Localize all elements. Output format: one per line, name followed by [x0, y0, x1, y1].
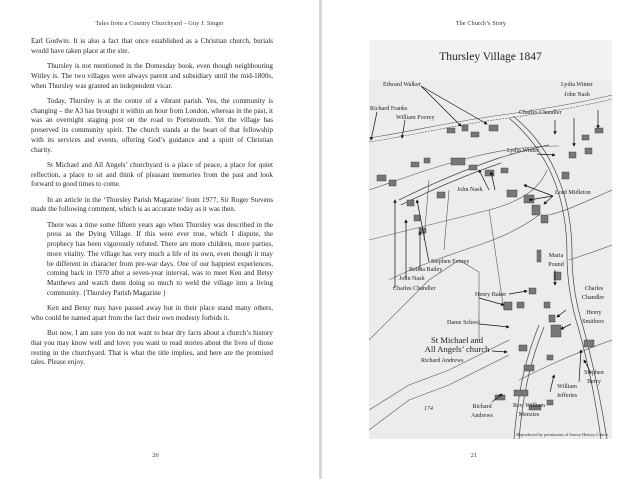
map-label: Menzies [518, 412, 540, 418]
map-label: Berry [587, 379, 601, 385]
map-label: William [557, 384, 577, 390]
map-label: Richard [472, 404, 492, 410]
map-label: Henry Baker [475, 292, 507, 298]
map-label: Richard Franks [370, 106, 408, 112]
map-label: Chandler [581, 295, 605, 301]
quote-text: There was a time some fifteen years ago when Thursley was described in the press as the Dying Village. If this were ever true, which I dispute, the prophecy has been vigorously refuted. There are more children, more parties, more vitality. The village has very much a life of its own, even though it may be different in character from pre-war days. One of our happiest experiences, coming back in 1970 after a seven-year interval, was to meet Ken and Betsy Matthews and watch them doing so much to weld the village into a living community. {Thursley Parish Magazine } [47, 220, 273, 297]
running-head-right: The Church’s Story [455, 20, 507, 27]
left-page [0, 0, 319, 479]
page-number-left: 20 [152, 452, 159, 459]
map-label: Stephen Foorey [431, 259, 470, 265]
left-page-body [31, 37, 273, 374]
map-label: Pound [548, 262, 564, 268]
paragraph: Today, Thursley is at the centre of a vibrant parish. Yes, the community is changing – the A3 has brought it within an hour from London, whereas in the past, it was an overnight staging post on the road to Portsmouth. Yet the village has preserved its community spirit. The church stands at the heart of that fellowship with its services and events, offering God’s guidance and a spirit of Christian charity. [31, 96, 273, 154]
map-label: Andrews [470, 413, 493, 419]
map-label: Charles [584, 286, 604, 292]
map-drawing [369, 40, 612, 439]
map-label: Dame School [447, 320, 481, 326]
paragraph: St Michael and All Angels’ churchyard is a place of peace, a place for quiet reflection, a place to sit and think of pleasant memories from the past and look forward to good times to come. [31, 160, 273, 189]
map-label: Lord Midleton [555, 190, 591, 196]
village-map-figure [369, 40, 612, 439]
map-label: Lydia Winter [561, 82, 593, 88]
block-quote [47, 221, 273, 299]
paragraph: But now, I am sure you do not want to hear dry facts about a church’s history that you may know well and love; you want to read stories about the lives of those resting in the churchyard. That is what the title implies, and here are the promised tales. Please enjoy. [31, 329, 273, 367]
map-label: John Nash [399, 276, 425, 282]
map-label: Rev. William [512, 403, 546, 409]
paragraph: Earl Godwin. It is also a fact that once established as a Christian church, burials would have taken place at the site. [31, 37, 273, 55]
church-label: St Michael and [430, 335, 484, 345]
map-label: John Nash [564, 92, 590, 98]
church-label: All Angels’ church [424, 344, 490, 354]
map-label: Maria [548, 253, 564, 259]
map-label: Edward Walker [383, 82, 421, 88]
map-label: Henry [586, 310, 602, 316]
map-label: Charles Chandler [393, 286, 436, 292]
map-label: Stephen [584, 370, 604, 376]
paragraph: Thursley is not mentioned in the Domesday book, even though neighbouring Witley is. The two villages were always parent and subsidiary until the mid-1800s, when Thursley was granted an independent vicar. [31, 62, 273, 90]
svg-text:174: 174 [424, 406, 433, 412]
map-title: Thursley Village 1847 [439, 51, 542, 63]
map-label: Richard Andrews [421, 358, 464, 364]
map-credit: Reproduced by permission of Surrey History Centre [516, 432, 608, 437]
map-label: Charles Chandler [519, 110, 562, 116]
paragraph: In an article in the ‘Thursley Parish Magazine’ from 1977, Sir Roger Stevens made the following comment, which is as accurate today as it was then. [31, 195, 273, 214]
map-label: John Nash [457, 187, 483, 193]
map-label: Lydia Winter [507, 148, 539, 154]
map-label: William Foorey [396, 115, 435, 121]
map-label: Bethia Bailey [409, 267, 443, 273]
map-label: Smithers [582, 319, 604, 325]
page-number-right: 21 [470, 452, 478, 459]
right-page [322, 0, 640, 479]
running-head-left: Tales from a Country Churchyard – Guy J. Singer [95, 20, 224, 27]
map-label: Jefferies [556, 393, 578, 399]
paragraph: Ken and Betsy may have passed away but in their place stand many others, who could be named apart from the fact their own modesty forbids it. [31, 304, 273, 322]
